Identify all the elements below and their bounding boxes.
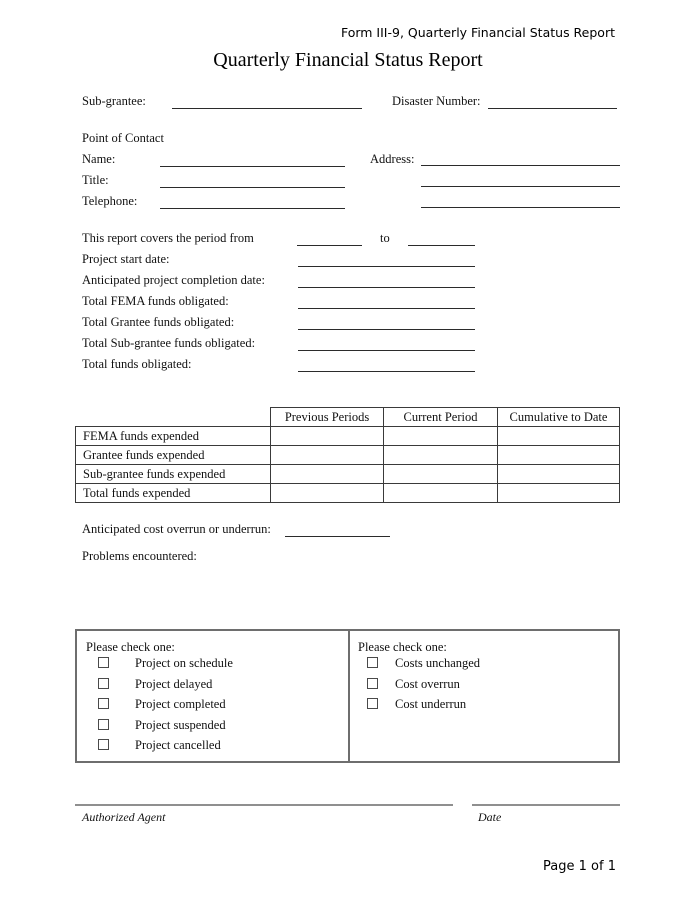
checkbox-project-on-schedule[interactable]: [98, 657, 109, 668]
grantee-obligated-label: Total Grantee funds obligated:: [82, 315, 235, 329]
row-label-grantee-expended: Grantee funds expended: [76, 446, 271, 465]
check-one-left-title: Please check one:: [86, 640, 175, 654]
column-header-cumulative: Cumulative to Date: [498, 408, 620, 427]
check-one-right-title: Please check one:: [358, 640, 447, 654]
table-header-row: [76, 408, 620, 427]
table-corner-blank: [76, 408, 271, 427]
form-id-caption: Form III-9, Quarterly Financial Status Report: [340, 25, 615, 40]
contact-name-label: Name:: [82, 152, 116, 166]
cell-sub-grantee-previous[interactable]: [271, 465, 384, 484]
sub-grantee-field[interactable]: [172, 108, 362, 109]
option-label: Project suspended: [135, 718, 226, 732]
problems-encountered-label: Problems encountered:: [82, 549, 197, 563]
row-label-total-expended: Total funds expended: [76, 484, 271, 503]
sub-grantee-obligated-label: Total Sub-grantee funds obligated:: [82, 336, 256, 350]
option-label: Costs unchanged: [395, 656, 481, 670]
panel-divider: [348, 631, 350, 761]
contact-address-field-1[interactable]: [421, 165, 620, 166]
option-row: [77, 656, 348, 670]
disaster-number-label: Disaster Number:: [392, 94, 481, 108]
fema-obligated-label: Total FEMA funds obligated:: [82, 294, 229, 308]
contact-title-label: Title:: [82, 173, 109, 187]
row-label-fema-expended: FEMA funds expended: [76, 427, 271, 446]
date-signature-line[interactable]: [472, 804, 620, 806]
checkbox-project-suspended[interactable]: [98, 719, 109, 730]
contact-address-field-3[interactable]: [421, 207, 620, 208]
project-start-date-field[interactable]: [298, 266, 475, 267]
option-label: Project delayed: [135, 677, 213, 691]
cell-fema-cumulative[interactable]: [498, 427, 620, 446]
option-label: Cost underrun: [395, 697, 467, 711]
disaster-number-field[interactable]: [488, 108, 617, 109]
table-row: [76, 484, 620, 503]
cost-overrun-field[interactable]: [285, 536, 390, 537]
option-row: [350, 656, 622, 670]
option-row: [350, 697, 622, 711]
row-label-sub-grantee-expended: Sub-grantee funds expended: [76, 465, 271, 484]
contact-name-field[interactable]: [160, 166, 345, 167]
completion-date-field[interactable]: [298, 287, 475, 288]
report-period-label: This report covers the period from: [82, 231, 254, 245]
cost-overrun-label: Anticipated cost overrun or underrun:: [82, 522, 271, 536]
checkbox-cost-underrun[interactable]: [367, 698, 378, 709]
total-obligated-label: Total funds obligated:: [82, 357, 192, 371]
option-label: Project cancelled: [135, 738, 221, 752]
table-row: [76, 465, 620, 484]
table-row: [76, 427, 620, 446]
completion-date-label: Anticipated project completion date:: [82, 273, 265, 287]
checkbox-project-delayed[interactable]: [98, 678, 109, 689]
date-label: Date: [478, 810, 502, 824]
cell-sub-grantee-cumulative[interactable]: [498, 465, 620, 484]
period-to-label: to: [380, 231, 390, 245]
cell-sub-grantee-current[interactable]: [384, 465, 498, 484]
option-row: [77, 738, 348, 752]
option-row: [77, 677, 348, 691]
checkbox-project-completed[interactable]: [98, 698, 109, 709]
cell-total-current[interactable]: [384, 484, 498, 503]
authorized-agent-label: Authorized Agent: [82, 810, 166, 824]
column-header-previous-periods: Previous Periods: [271, 408, 384, 427]
option-row: [77, 697, 348, 711]
cell-fema-current[interactable]: [384, 427, 498, 446]
point-of-contact-heading: Point of Contact: [82, 131, 164, 145]
contact-address-field-2[interactable]: [421, 186, 620, 187]
table-row: [76, 446, 620, 465]
contact-telephone-label: Telephone:: [82, 194, 138, 208]
option-row: [77, 718, 348, 732]
sub-grantee-label: Sub-grantee:: [82, 94, 146, 108]
option-label: Project on schedule: [135, 656, 233, 670]
fema-obligated-field[interactable]: [298, 308, 475, 309]
cell-total-cumulative[interactable]: [498, 484, 620, 503]
check-one-panel: [75, 629, 620, 763]
cell-total-previous[interactable]: [271, 484, 384, 503]
contact-title-field[interactable]: [160, 187, 345, 188]
sub-grantee-obligated-field[interactable]: [298, 350, 475, 351]
period-to-field[interactable]: [408, 245, 475, 246]
page-number: Page 1 of 1: [543, 859, 616, 874]
checkbox-costs-unchanged[interactable]: [367, 657, 378, 668]
total-obligated-field[interactable]: [298, 371, 475, 372]
checkbox-project-cancelled[interactable]: [98, 739, 109, 750]
cell-fema-previous[interactable]: [271, 427, 384, 446]
authorized-agent-signature-line[interactable]: [75, 804, 453, 806]
contact-address-label: Address:: [370, 152, 415, 166]
option-label: Project completed: [135, 697, 226, 711]
contact-telephone-field[interactable]: [160, 208, 345, 209]
column-header-current-period: Current Period: [384, 408, 498, 427]
period-from-field[interactable]: [297, 245, 362, 246]
option-row: [350, 677, 622, 691]
cell-grantee-current[interactable]: [384, 446, 498, 465]
funds-expended-table: [75, 407, 620, 503]
option-label: Cost overrun: [395, 677, 460, 691]
cell-grantee-cumulative[interactable]: [498, 446, 620, 465]
grantee-obligated-field[interactable]: [298, 329, 475, 330]
page-title: Quarterly Financial Status Report: [213, 49, 483, 71]
project-start-date-label: Project start date:: [82, 252, 170, 266]
checkbox-cost-overrun[interactable]: [367, 678, 378, 689]
cell-grantee-previous[interactable]: [271, 446, 384, 465]
